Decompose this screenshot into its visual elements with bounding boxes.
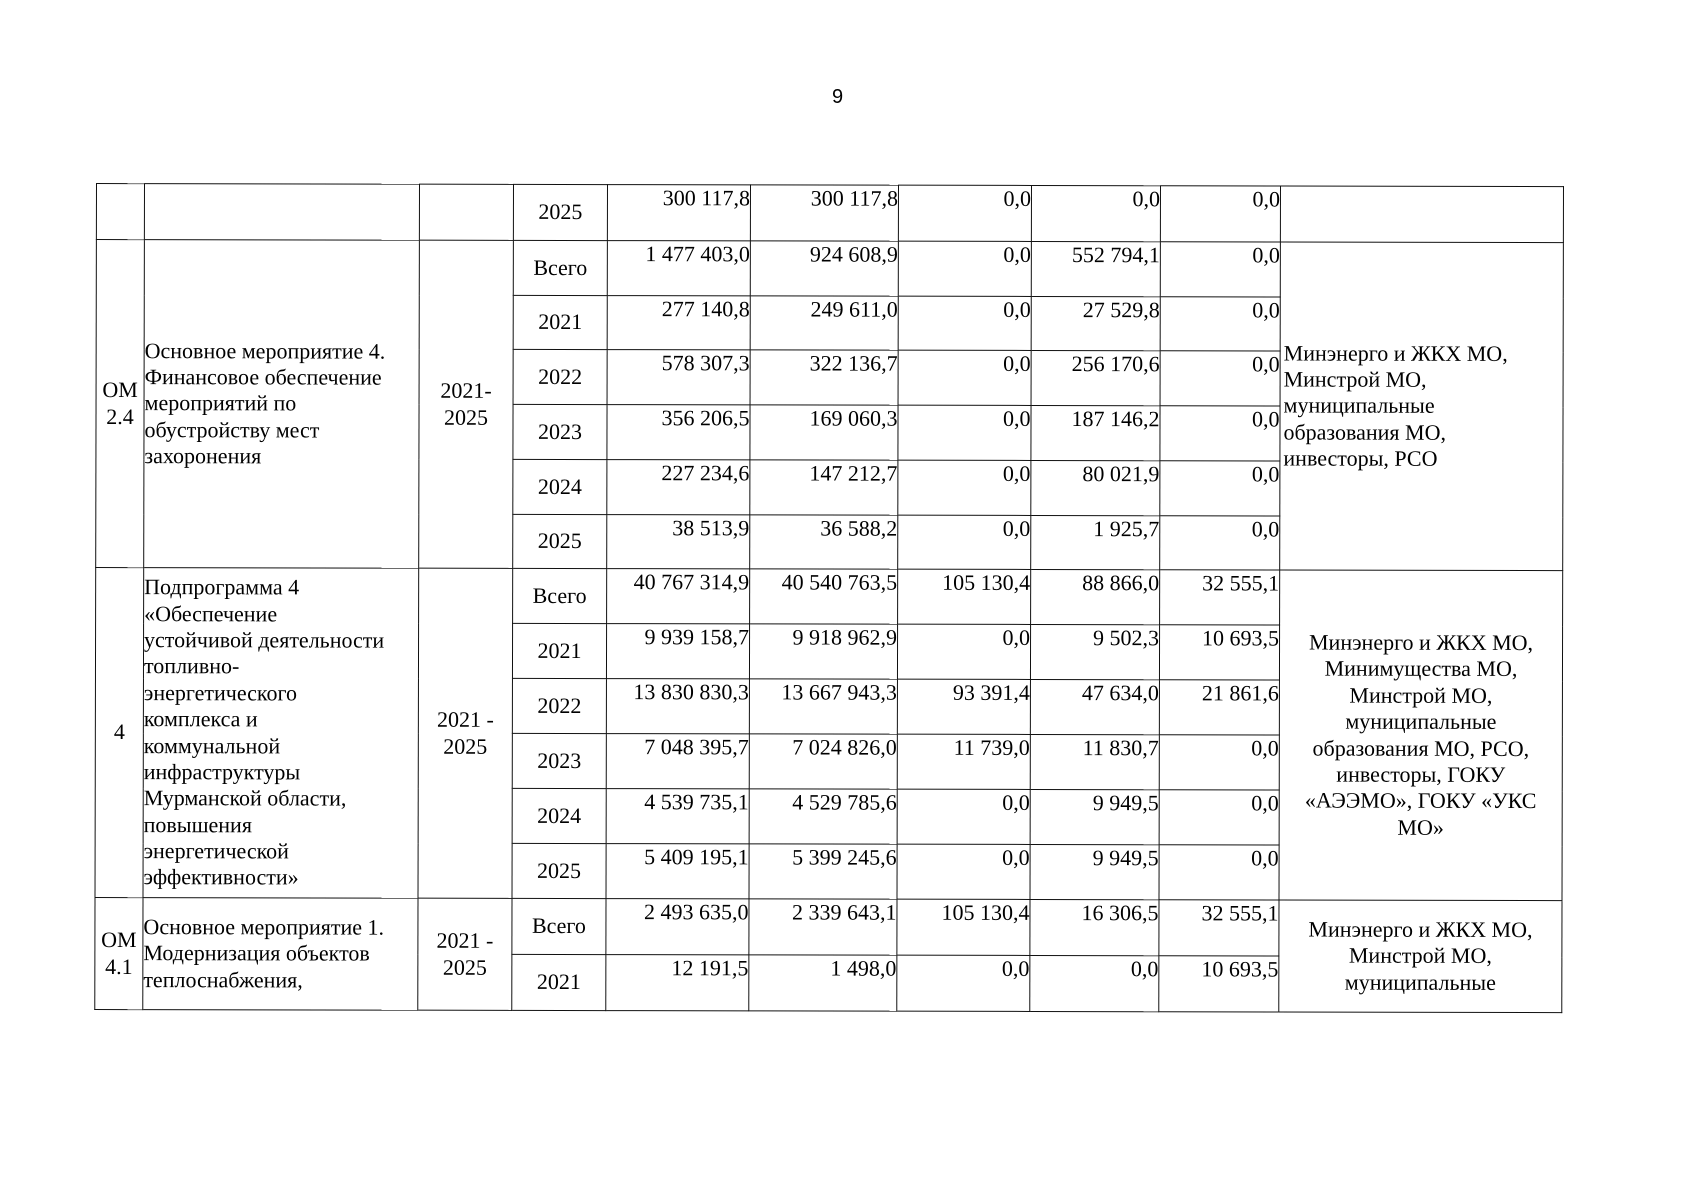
amount-cell xyxy=(749,789,897,844)
year-cell-text: 2021 xyxy=(538,309,583,335)
year-cell xyxy=(512,954,606,1010)
year-cell-text: 2025 xyxy=(537,857,582,883)
amount-cell-text: 1 477 403,0 xyxy=(645,241,750,267)
amount-cell xyxy=(750,241,898,296)
amount-cell xyxy=(1031,460,1160,515)
year-cell-text: Всего xyxy=(532,582,587,608)
table-row xyxy=(96,568,1563,626)
event-code-cell xyxy=(96,240,145,568)
amount-cell-text: 249 611,0 xyxy=(810,296,898,322)
amount-cell xyxy=(750,405,898,460)
amount-cell xyxy=(1160,570,1280,625)
amount-cell-text: 1 925,7 xyxy=(1093,516,1160,542)
year-cell-text: 2024 xyxy=(537,473,582,499)
amount-cell-text: 0,0 xyxy=(1002,515,1031,541)
page-number: 9 xyxy=(832,86,844,108)
year-cell xyxy=(513,240,607,295)
amount-cell-text: 300 117,8 xyxy=(662,185,750,211)
amount-cell xyxy=(1160,351,1280,406)
year-cell xyxy=(512,623,606,678)
funding-table xyxy=(94,183,1564,1013)
event-name-cell-text: Основное мероприятие 1. Модернизация объектов теплоснабжения, xyxy=(143,914,385,993)
amount-cell-text: 0,0 xyxy=(1002,844,1030,870)
table-body xyxy=(95,184,1564,1013)
year-cell-text: 2022 xyxy=(537,692,582,718)
event-code-cell xyxy=(95,568,144,898)
amount-cell-text: 322 136,7 xyxy=(809,350,898,376)
year-cell xyxy=(513,514,607,568)
amount-cell xyxy=(898,460,1031,515)
amount-cell-text: 0,0 xyxy=(1002,405,1031,431)
amount-cell xyxy=(897,899,1030,955)
amount-cell-text: 0,0 xyxy=(1251,516,1280,542)
amount-cell-text: 21 861,6 xyxy=(1201,680,1279,706)
amount-cell-text: 40 767 314,9 xyxy=(633,569,750,595)
amount-cell xyxy=(898,185,1031,241)
amount-cell-text: 0,0 xyxy=(1252,297,1280,323)
year-cell xyxy=(512,788,606,843)
executors-cell-text: Минэнерго и ЖКХ МО, Минстрой МО, муниципальные образования МО, инвесторы, РСО xyxy=(1283,340,1508,471)
event-code-cell-text: ОМ 4.1 xyxy=(101,927,137,979)
amount-cell-text: 16 306,5 xyxy=(1081,900,1159,926)
amount-cell-text: 47 634,0 xyxy=(1081,680,1159,706)
year-cell xyxy=(512,678,606,733)
amount-cell-text: 13 830 830,3 xyxy=(633,679,749,705)
event-code-cell xyxy=(96,184,144,240)
amount-cell xyxy=(606,955,749,1011)
amount-cell xyxy=(1031,405,1160,460)
year-cell xyxy=(513,568,607,623)
amount-cell-text: 277 140,8 xyxy=(661,296,750,322)
amount-cell-text: 7 024 826,0 xyxy=(792,734,897,760)
year-cell xyxy=(513,459,607,514)
amount-cell-text: 256 170,6 xyxy=(1071,351,1160,377)
amount-cell xyxy=(897,624,1030,679)
amount-cell xyxy=(1160,186,1280,242)
amount-cell xyxy=(897,734,1030,789)
amount-cell xyxy=(749,844,897,899)
amount-cell xyxy=(606,844,749,899)
table-row xyxy=(96,184,1563,243)
period-cell xyxy=(418,568,513,898)
amount-cell-text: 38 513,9 xyxy=(672,515,750,541)
executors-cell xyxy=(1279,570,1563,901)
amount-cell-text: 7 048 395,7 xyxy=(644,734,749,760)
amount-cell xyxy=(897,679,1030,734)
executors-cell xyxy=(1279,900,1562,1013)
amount-cell-text: 9 918 962,9 xyxy=(792,624,898,650)
year-cell xyxy=(512,733,606,788)
amount-cell xyxy=(606,899,749,955)
amount-cell-text: 9 949,5 xyxy=(1092,790,1159,816)
year-cell-text: Всего xyxy=(531,913,586,939)
year-cell-text: Всего xyxy=(533,254,588,280)
year-cell-text: 2023 xyxy=(537,418,583,444)
executors-cell xyxy=(1280,186,1563,243)
year-cell-text: 2023 xyxy=(537,747,582,773)
amount-cell xyxy=(1030,844,1159,899)
amount-cell-text: 0,0 xyxy=(1252,186,1280,212)
amount-cell xyxy=(1031,241,1160,296)
amount-cell-text: 5 399 245,6 xyxy=(792,844,897,870)
amount-cell-text: 12 191,5 xyxy=(671,955,749,981)
amount-cell xyxy=(1030,789,1159,844)
amount-cell xyxy=(607,405,750,460)
amount-cell xyxy=(750,296,898,350)
amount-cell-text: 0,0 xyxy=(1251,735,1279,761)
amount-cell-text: 11 830,7 xyxy=(1082,735,1159,761)
amount-cell xyxy=(749,624,897,679)
amount-cell xyxy=(607,569,750,624)
amount-cell-text: 2 339 643,1 xyxy=(791,899,897,925)
amount-cell xyxy=(897,789,1030,844)
amount-cell-text: 0,0 xyxy=(1252,351,1280,377)
amount-cell xyxy=(1160,297,1280,351)
amount-cell-text: 10 693,5 xyxy=(1201,956,1279,982)
amount-cell-text: 552 794,1 xyxy=(1071,242,1160,268)
amount-cell-text: 227 234,6 xyxy=(661,460,750,486)
amount-cell-text: 2 493 635,0 xyxy=(643,899,749,925)
year-cell-text: 2024 xyxy=(537,802,582,828)
amount-cell-text: 4 539 735,1 xyxy=(644,789,749,815)
amount-cell xyxy=(607,241,750,296)
amount-cell-text: 0,0 xyxy=(1001,955,1030,981)
amount-cell xyxy=(1160,406,1280,461)
year-cell-text: 2022 xyxy=(538,363,583,389)
event-code-cell-text: 4 xyxy=(113,719,125,745)
amount-cell-text: 0,0 xyxy=(1251,461,1280,487)
year-cell xyxy=(512,898,606,954)
amount-cell xyxy=(750,350,898,405)
amount-cell-text: 40 540 763,5 xyxy=(781,569,898,595)
period-cell-text: 2021 - 2025 xyxy=(436,706,494,759)
amount-cell-text: 0,0 xyxy=(1251,790,1279,816)
period-cell-text: 2021- 2025 xyxy=(440,377,492,430)
year-cell-text: 2021 xyxy=(536,969,581,995)
amount-cell xyxy=(607,185,750,241)
amount-cell xyxy=(607,460,750,515)
year-cell-text: 2025 xyxy=(538,199,583,225)
amount-cell xyxy=(607,296,750,350)
amount-cell xyxy=(750,515,898,569)
year-cell-text: 2025 xyxy=(537,528,582,554)
event-name-cell xyxy=(144,240,420,569)
year-cell xyxy=(513,349,607,404)
amount-cell xyxy=(749,734,897,789)
amount-cell-text: 0,0 xyxy=(1130,956,1159,982)
amount-cell xyxy=(749,899,897,955)
amount-cell xyxy=(1159,790,1279,845)
event-name-cell-text: Основное мероприятие 4. Финансовое обеспечение мероприятий по обустройству мест захоронения xyxy=(144,337,386,469)
amount-cell-text: 0,0 xyxy=(1251,845,1279,871)
amount-cell xyxy=(1160,242,1280,297)
event-name-cell xyxy=(144,184,419,241)
period-cell-text: 2021 - 2025 xyxy=(436,927,494,980)
amount-cell xyxy=(607,515,750,569)
amount-cell xyxy=(898,296,1031,350)
amount-cell xyxy=(1031,515,1160,569)
amount-cell-text: 5 409 195,1 xyxy=(644,844,749,870)
amount-cell-text: 4 529 785,6 xyxy=(792,789,897,815)
amount-cell xyxy=(606,679,749,734)
amount-cell xyxy=(750,185,898,241)
amount-cell xyxy=(1030,955,1159,1011)
amount-cell xyxy=(897,955,1030,1011)
amount-cell-text: 9 949,5 xyxy=(1092,845,1159,871)
event-code-cell-text: ОМ 2.4 xyxy=(102,377,138,429)
amount-cell-text: 13 667 943,3 xyxy=(781,679,897,705)
amount-cell xyxy=(898,241,1031,296)
amount-cell-text: 0,0 xyxy=(1003,350,1031,376)
amount-cell xyxy=(749,679,897,734)
executors-cell-text: Минэнерго и ЖКХ МО, Минимущества МО, Минстрой МО, муниципальные образования МО, РСО, инвесторы, ГОКУ «АЭЭМО», ГОКУ «УКС МО» xyxy=(1304,629,1537,840)
amount-cell-text: 0,0 xyxy=(1132,186,1160,212)
amount-cell-text: 0,0 xyxy=(1251,406,1280,432)
amount-cell-text: 169 060,3 xyxy=(809,405,898,431)
amount-cell-text: 9 502,3 xyxy=(1093,625,1160,651)
period-cell xyxy=(419,240,514,568)
amount-cell xyxy=(749,955,897,1011)
amount-cell-text: 105 130,4 xyxy=(942,569,1031,595)
year-cell xyxy=(513,404,607,459)
amount-cell-text: 0,0 xyxy=(1003,296,1031,322)
amount-cell xyxy=(606,624,749,679)
amount-cell xyxy=(1030,899,1159,955)
period-cell xyxy=(419,184,513,240)
amount-cell xyxy=(1159,845,1279,900)
amount-cell-text: 27 529,8 xyxy=(1082,297,1160,323)
period-cell xyxy=(418,898,512,1010)
table-row xyxy=(96,240,1563,298)
year-cell xyxy=(513,295,607,349)
amount-cell xyxy=(1159,735,1279,790)
amount-cell xyxy=(1031,185,1160,241)
amount-cell-text: 9 939 158,7 xyxy=(644,624,750,650)
amount-cell xyxy=(1160,516,1280,570)
event-name-cell-text: Подпрограмма 4 «Обеспечение устойчивой деятельности топливно- энергетического комплекса и коммунальной инфраструктуры Мурманской области, повышения энергетической эффективности» xyxy=(143,574,385,890)
amount-cell-text: 0,0 xyxy=(1002,460,1031,486)
amount-cell-text: 0,0 xyxy=(1003,185,1031,211)
amount-cell xyxy=(1031,350,1160,405)
amount-cell xyxy=(898,515,1031,569)
amount-cell xyxy=(606,734,749,789)
event-name-cell xyxy=(143,568,419,899)
year-cell-text: 2021 xyxy=(537,637,582,663)
amount-cell xyxy=(1031,569,1160,624)
amount-cell-text: 147 212,7 xyxy=(809,460,898,486)
amount-cell xyxy=(1030,734,1159,789)
year-cell xyxy=(512,843,606,898)
amount-cell-text: 0,0 xyxy=(1002,624,1031,650)
amount-cell-text: 0,0 xyxy=(1003,241,1031,267)
amount-cell-text: 10 693,5 xyxy=(1202,625,1280,651)
event-code-cell xyxy=(95,897,143,1009)
amount-cell-text: 187 146,2 xyxy=(1071,406,1160,432)
amount-cell-text: 0,0 xyxy=(1252,242,1280,268)
amount-cell xyxy=(606,789,749,844)
amount-cell xyxy=(1159,680,1279,735)
amount-cell xyxy=(607,350,750,405)
amount-cell xyxy=(1160,461,1280,516)
amount-cell-text: 356 206,5 xyxy=(661,405,750,431)
amount-cell-text: 32 555,1 xyxy=(1202,570,1280,596)
amount-cell-text: 93 391,4 xyxy=(952,679,1030,705)
amount-cell xyxy=(898,569,1031,624)
amount-cell xyxy=(1159,625,1279,680)
amount-cell-text: 11 739,0 xyxy=(953,734,1030,760)
amount-cell-text: 0,0 xyxy=(1002,789,1030,815)
amount-cell xyxy=(1030,679,1159,734)
amount-cell-text: 924 608,9 xyxy=(809,241,898,267)
amount-cell-text: 578 307,3 xyxy=(661,350,750,376)
executors-cell xyxy=(1280,242,1564,571)
amount-cell xyxy=(897,844,1030,899)
executors-cell-text: Минэнерго и ЖКХ МО, Минстрой МО, муниципальные xyxy=(1308,916,1533,995)
amount-cell xyxy=(1159,900,1279,956)
table-row xyxy=(95,897,1562,956)
amount-cell-text: 300 117,8 xyxy=(810,185,898,211)
amount-cell xyxy=(898,350,1031,405)
amount-cell xyxy=(1030,624,1159,679)
amount-cell-text: 36 588,2 xyxy=(820,515,898,541)
amount-cell xyxy=(898,405,1031,460)
amount-cell xyxy=(1159,956,1279,1012)
amount-cell-text: 80 021,9 xyxy=(1082,461,1160,487)
amount-cell xyxy=(1031,296,1160,350)
amount-cell xyxy=(750,569,898,624)
amount-cell-text: 1 498,0 xyxy=(830,955,897,981)
amount-cell-text: 105 130,4 xyxy=(941,899,1030,925)
amount-cell xyxy=(750,460,898,515)
year-cell xyxy=(513,184,607,240)
amount-cell-text: 88 866,0 xyxy=(1082,570,1160,596)
amount-cell-text: 32 555,1 xyxy=(1201,900,1279,926)
event-name-cell xyxy=(143,898,418,1011)
